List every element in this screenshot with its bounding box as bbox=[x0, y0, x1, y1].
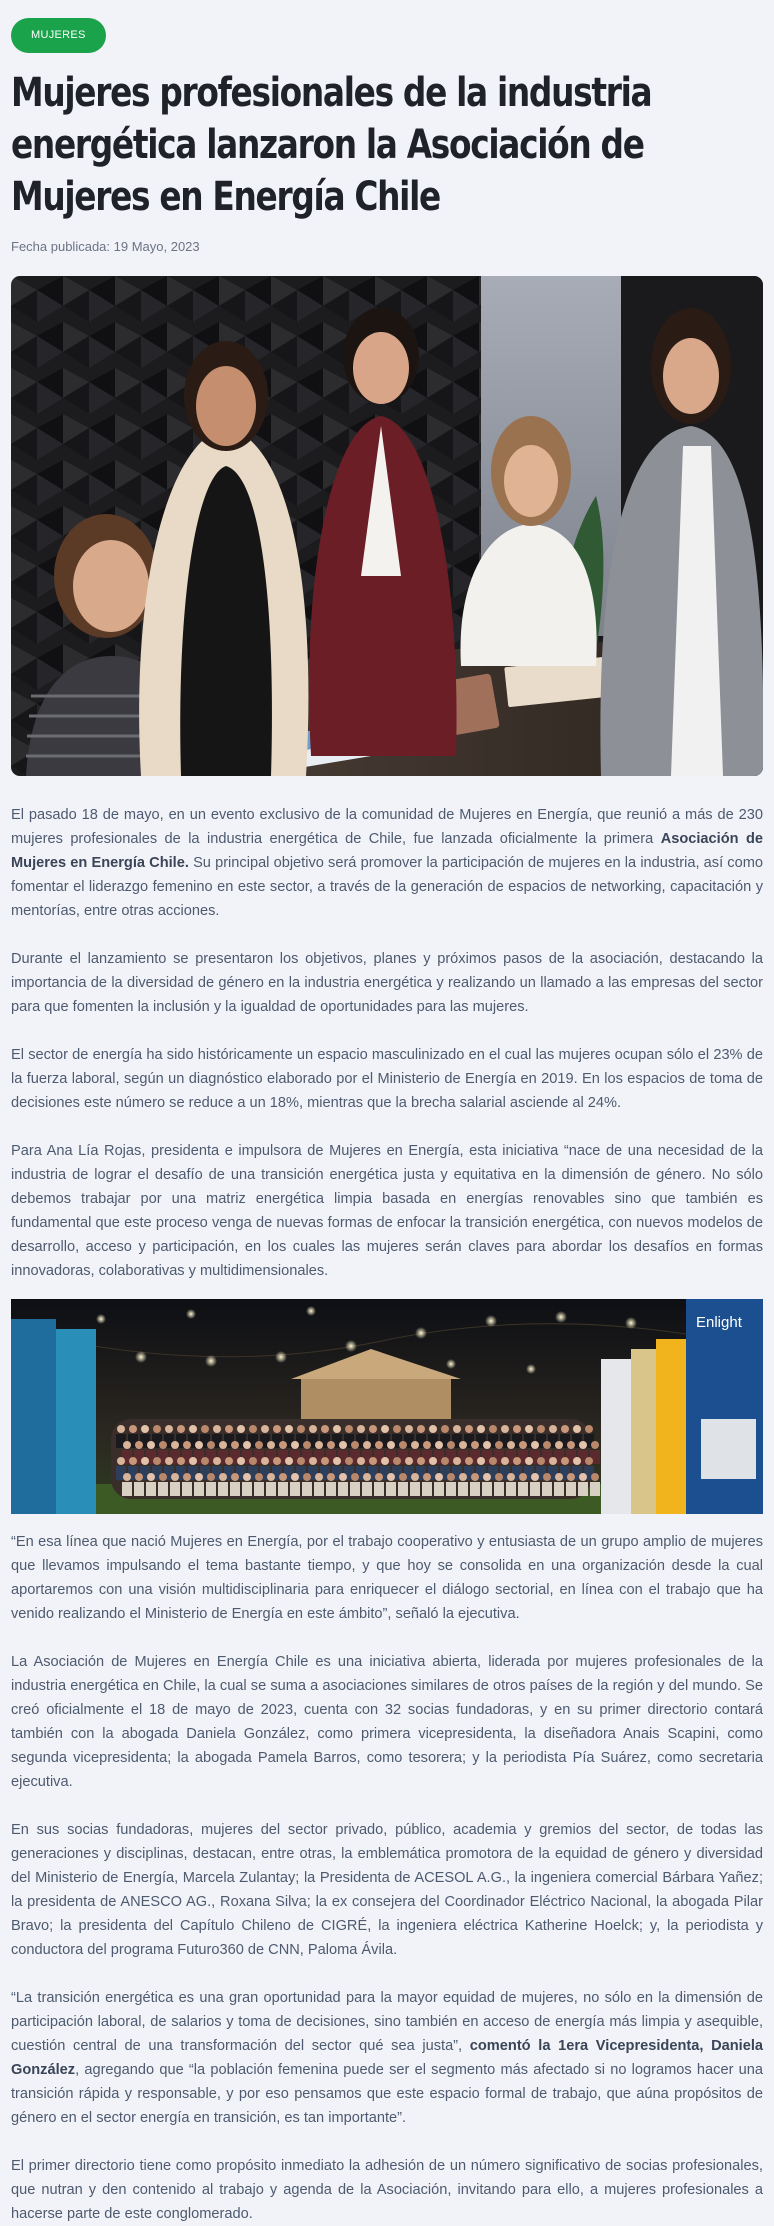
publish-date-value: 19 Mayo, 2023 bbox=[113, 239, 200, 254]
enlight-banner-text: Enlight bbox=[696, 1314, 742, 1331]
paragraph-8-text-end: , agregando que “la población femenina puede ser el segmento más afectado si no logramos hacer una transición rápida y responsable, y por eso pensamos que este espacio formal de trabajo, que aúna propósitos de género en el sector energía en transición, es tan importante”. bbox=[11, 2062, 763, 2126]
paragraph-1-text-end: Su principal objetivo será promover la participación de mujeres en la industria, así como fomentar el liderazgo femenino en este sector, a través de la generación de espacios de networking, capacitación y mentorías, entre otras acciones. bbox=[11, 855, 763, 919]
paragraph-4: Para Ana Lía Rojas, presidenta e impulsora de Mujeres en Energía, esta iniciativa “nace de una necesidad de la industria de lograr el desafío de una transición energética justa y equitativa en la dimensión de género. No sólo debemos trabajar por una matriz energética limpia basada en energías renovables sino que también es fundamental que este proceso venga de nuevas formas de enfocar la transición energética, con nuevos modelos de desarrollo, acceso y participación, en los cuales las mujeres serán claves para abordar los desafíos en formas innovadoras, colaborativas y multidimensionales. bbox=[11, 1143, 763, 1279]
paragraph-2: Durante el lanzamiento se presentaron los objetivos, planes y próximos pasos de la asociación, destacando la importancia de la diversidad de género en la industria energética y realizando un llamado a las empresas del sector para que fomenten la inclusión y la igualdad de oportunidades para las mujeres. bbox=[11, 951, 763, 1015]
vicepresident-quote-bold: comentó la 1era Vicepresidenta, Daniela González bbox=[11, 2038, 763, 2078]
event-group-photo bbox=[11, 1299, 763, 1514]
paragraph-9: El primer directorio tiene como propósito inmediato la adhesión de un número significativo de socias profesionales, que nutran y den contenido al trabajo y agenda de la Asociación, invitando para ello, a mujeres profesionales a hacerse parte de este conglomerado. bbox=[11, 2158, 763, 2222]
hero-photo-image bbox=[11, 276, 763, 776]
paragraph-8 bbox=[11, 1986, 763, 2130]
paragraph-1-text: El pasado 18 de mayo, en un evento exclusivo de la comunidad de Mujeres en Energía, que reunió a más de 230 mujeres profesionales de la industria energética de Chile, fue lanzada oficialmente la primera bbox=[11, 807, 763, 847]
paragraph-1 bbox=[11, 803, 763, 923]
paragraph-5: “En esa línea que nació Mujeres en Energía, por el trabajo cooperativo y entusiasta de un grupo amplio de mujeres que llevamos impulsando el tema bastante tiempo, y que hoy se consolida en una organización desde la cual aportaremos con una visión multidisciplinaria para enriquecer el diálogo sectorial, en línea con el trabajo que ha venido realizando el Ministerio de Energía en este ámbito”, señaló la ejecutiva. bbox=[11, 1534, 763, 1622]
association-name-bold: Asociación de Mujeres en Energía Chile. bbox=[11, 831, 763, 871]
paragraph-7: En sus socias fundadoras, mujeres del sector privado, público, academia y gremios del sector, de todas las generaciones y disciplinas, destacan, entre otras, la emblemática promotora de la equidad de género y diversidad del Ministerio de Energía, Marcela Zulantay; la Presidenta de ACESOL A.G., la ingeniera comercial Bárbara Yañez; la presidenta de ANESCO AG., Roxana Silva; la ex consejera del Coordinador Eléctrico Nacional, la abogada Pilar Bravo; la presidenta del Capítulo Chileno de CIGRÉ, la ingeniera eléctrica Katherine Hoelck; y, la periodista y conductora del programa Futuro360 de CNN, Paloma Ávila. bbox=[11, 1822, 763, 1958]
publish-date bbox=[11, 239, 763, 254]
event-group-photo-image bbox=[11, 1299, 763, 1514]
publish-date-label: Fecha publicada: bbox=[11, 239, 111, 254]
article-title: Mujeres profesionales de la industria energética lanzaron la Asociación de Mujeres en Energía Chile bbox=[11, 70, 652, 220]
paragraph-6: La Asociación de Mujeres en Energía Chile es una iniciativa abierta, liderada por mujeres profesionales de la industria energética en Chile, la cual se suma a asociaciones similares de otros países de la región y del mundo. Se creó oficialmente el 18 de mayo de 2023, cuenta con 32 socias fundadoras, y en su primer directorio contará también con la abogada Daniela González, como primera vicepresidenta, la diseñadora Anais Scapini, como segunda vicepresidenta; la abogada Pamela Barros, como tesorera; y la periodista Pía Suárez, como secretaria ejecutiva. bbox=[11, 1654, 763, 1790]
hero-photo bbox=[11, 276, 763, 776]
paragraph-3: El sector de energía ha sido históricamente un espacio masculinizado en el cual las mujeres ocupan sólo el 23% de la fuerza laboral, según un diagnóstico elaborado por el Ministerio de Energía en 2019. En los espacios de toma de decisiones este número se reduce a un 18%, mientras que la brecha salarial asciende al 24%. bbox=[11, 1047, 763, 1111]
category-badge[interactable]: MUJERES bbox=[11, 18, 106, 53]
paragraph-8-text: “La transición energética es una gran oportunidad para la mayor equidad de mujeres, no sólo en la dimensión de participación laboral, de salarios y toma de decisiones, sino también en acceso de energía más limpia y asequible, cuestión central de una transformación del sector qué sea justa”, bbox=[11, 1990, 763, 2054]
